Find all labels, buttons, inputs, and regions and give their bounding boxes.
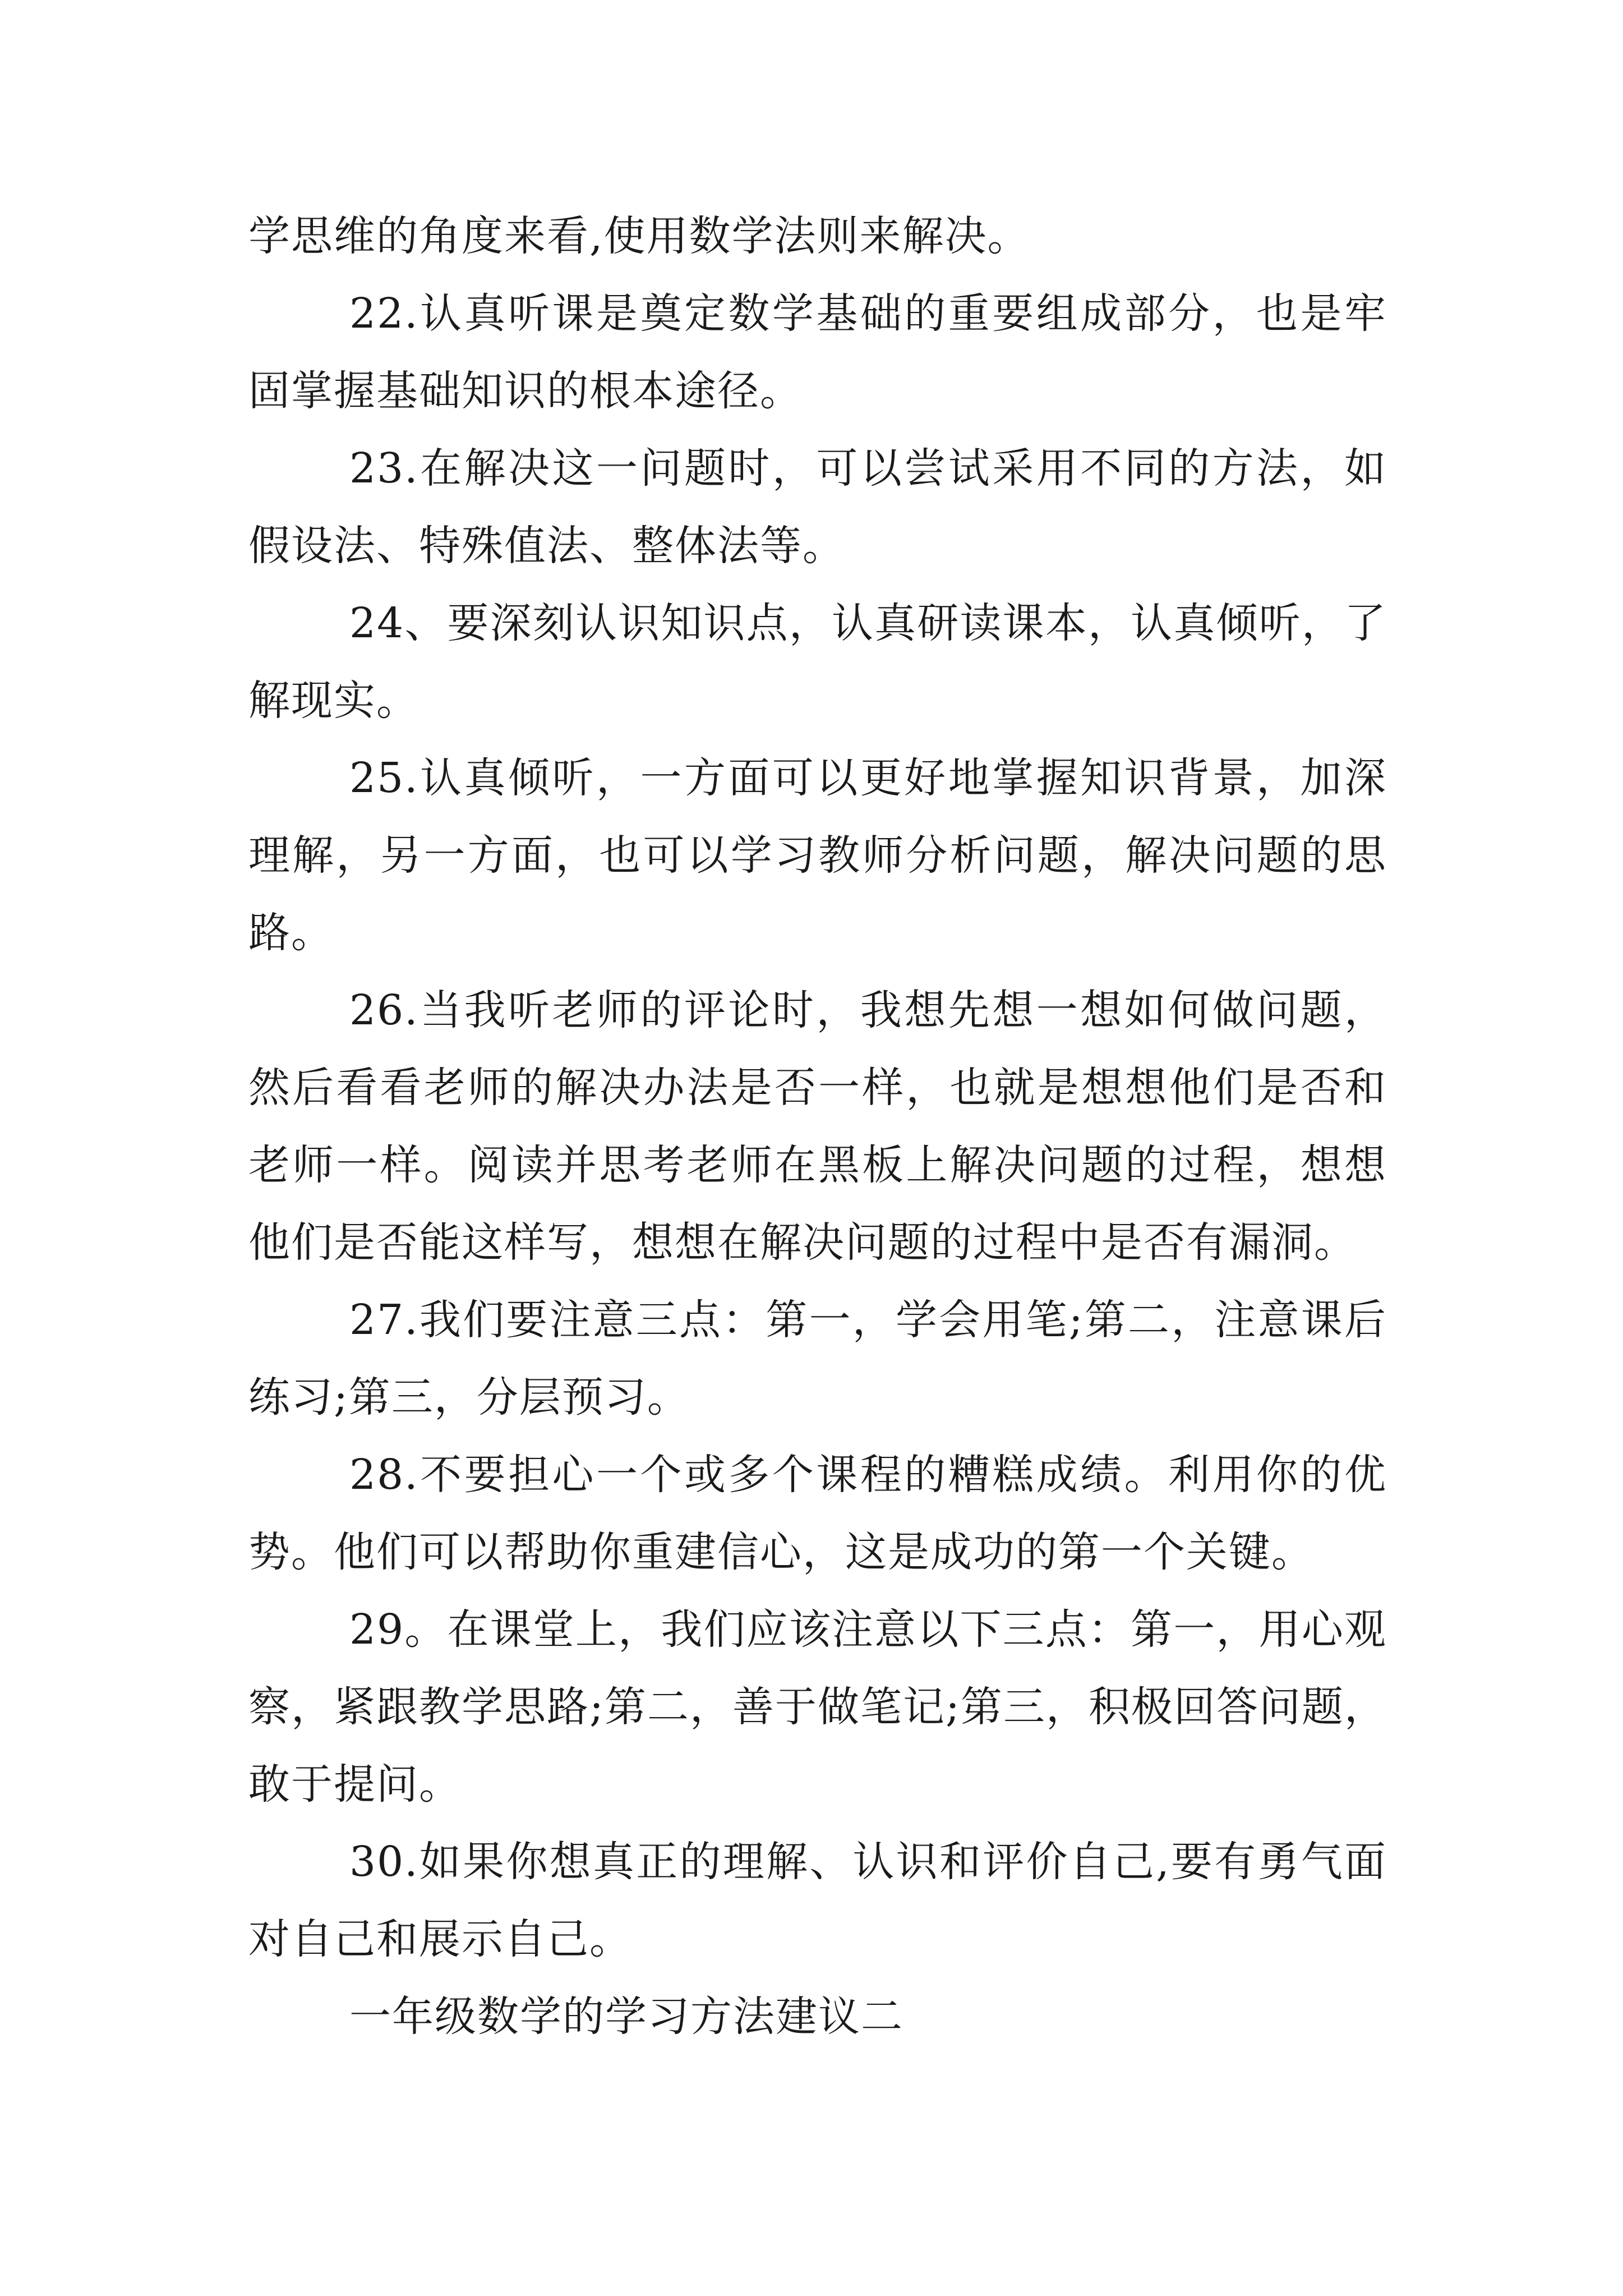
paragraph-item-23: 23.在解决这一问题时，可以尝试采用不同的方法，如假设法、特殊值法、整体法等。 xyxy=(248,444,1387,570)
paragraph-item-22: 22.认真听课是奠定数学基础的重要组成部分，也是牢固掌握基础知识的根本途径。 xyxy=(248,289,1387,415)
paragraph-item-26: 26.当我听老师的评论时，我想先想一想如何做问题，然后看看老师的解决办法是否一样，也就是想想他们是否和老师一样。阅读并思考老师在黑板上解决问题的过程，想想他们是否能这样写，想想在解决问题的过程中是否有漏洞。 xyxy=(248,986,1387,1267)
document-body xyxy=(248,197,1387,2055)
section-heading: 一年级数学的学习方法建议二 xyxy=(349,1993,903,2041)
paragraph-continuation: 学思维的角度来看,使用数学法则来解决。 xyxy=(248,212,1030,260)
paragraph-item-25: 25.认真倾听，一方面可以更好地掌握知识背景，加深理解，另一方面，也可以学习教师分析问题，解决问题的思路。 xyxy=(248,754,1387,957)
paragraph-item-27: 27.我们要注意三点：第一，学会用笔;第二，注意课后练习;第三，分层预习。 xyxy=(248,1296,1387,1421)
paragraph-item-29: 29。在课堂上，我们应该注意以下三点：第一，用心观察，紧跟教学思路;第二，善于做笔记;第三，积极回答问题，敢于提问。 xyxy=(248,1605,1387,1809)
paragraph-item-28: 28.不要担心一个或多个课程的糟糕成绩。利用你的优势。他们可以帮助你重建信心，这是成功的第一个关键。 xyxy=(248,1451,1387,1576)
paragraph-item-24: 24、要深刻认识知识点，认真研读课本，认真倾听，了解现实。 xyxy=(248,599,1387,725)
paragraph-item-30: 30.如果你想真正的理解、认识和评价自己,要有勇气面对自己和展示自己。 xyxy=(248,1838,1387,1963)
